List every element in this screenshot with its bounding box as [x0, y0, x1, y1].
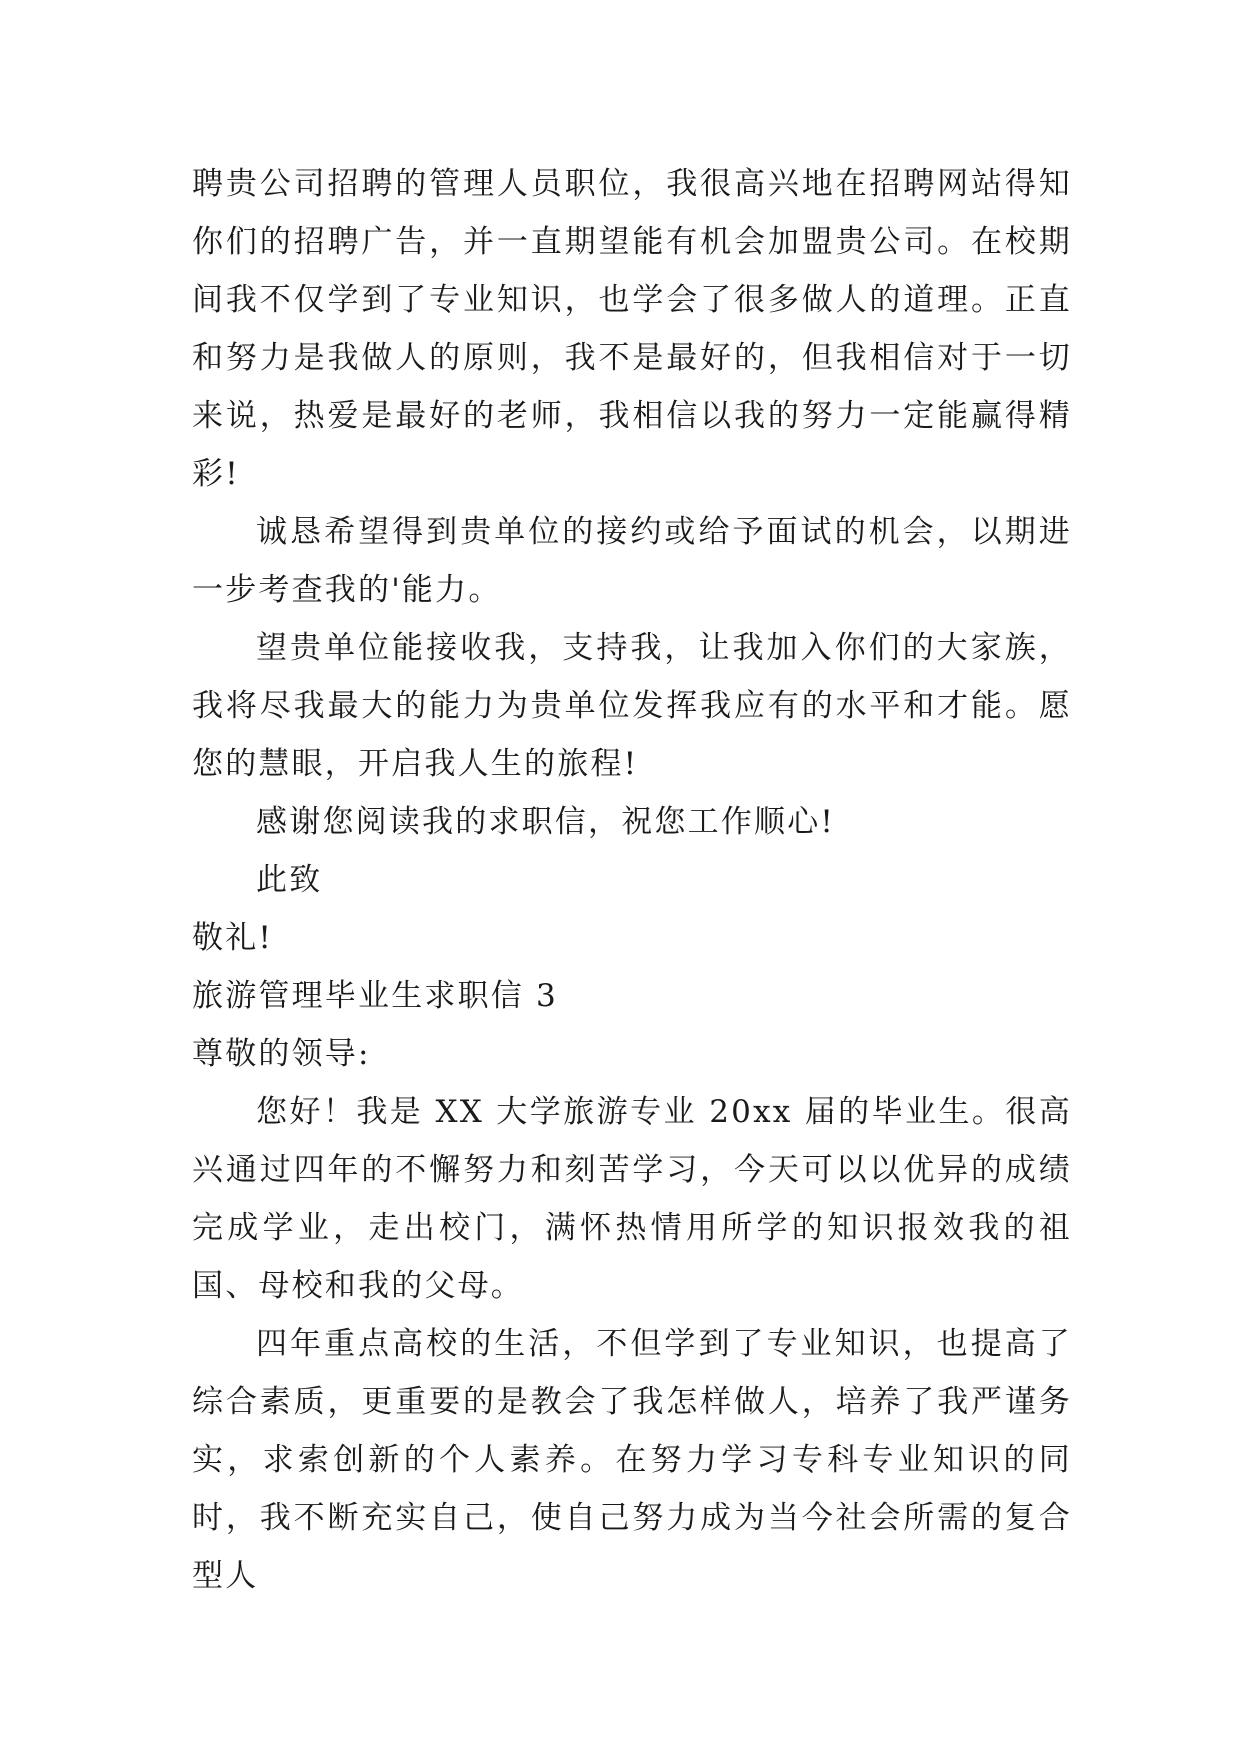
document-body: [192, 155, 1072, 1605]
paragraph-2: 诚恳希望得到贵单位的接约或给予面试的机会，以期进一步考查我的'能力。: [192, 514, 1072, 608]
section-title: 旅游管理毕业生求职信 3: [192, 978, 558, 1014]
paragraph-4: 感谢您阅读我的求职信，祝您工作顺心!: [256, 804, 836, 840]
paragraph-9: 您好！我是 XX 大学旅游专业 20xx 届的毕业生。很高兴通过四年的不懈努力和刻苦学习，今天可以以优异的成绩完成学业，走出校门，满怀热情用所学的知识报效我的祖国、母校和我的父母。: [192, 1094, 1072, 1304]
closing-salutation: 此致: [256, 862, 323, 898]
paragraph-1: 聘贵公司招聘的管理人员职位，我很高兴地在招聘网站得知你们的招聘广告，并一直期望能有机会加盟贵公司。在校期间我不仅学到了专业知识，也学会了很多做人的道理。正直和努力是我做人的原则，我不是最好的，但我相信对于一切来说，热爱是最好的老师，我相信以我的努力一定能赢得精彩!: [192, 166, 1072, 492]
paragraph-10: 四年重点高校的生活，不但学到了专业知识，也提高了综合素质，更重要的是教会了我怎样做人，培养了我严谨务实，求索创新的个人素养。在努力学习专科专业知识的同时，我不断充实自己，使自己努力成为当今社会所需的复合型人: [192, 1326, 1072, 1594]
paragraph-3: 望贵单位能接收我，支持我，让我加入你们的大家族，我将尽我最大的能力为贵单位发挥我应有的水平和才能。愿您的慧眼，开启我人生的旅程!: [192, 630, 1072, 782]
greeting: 尊敬的领导:: [192, 1036, 371, 1072]
closing-regards: 敬礼!: [192, 920, 274, 956]
